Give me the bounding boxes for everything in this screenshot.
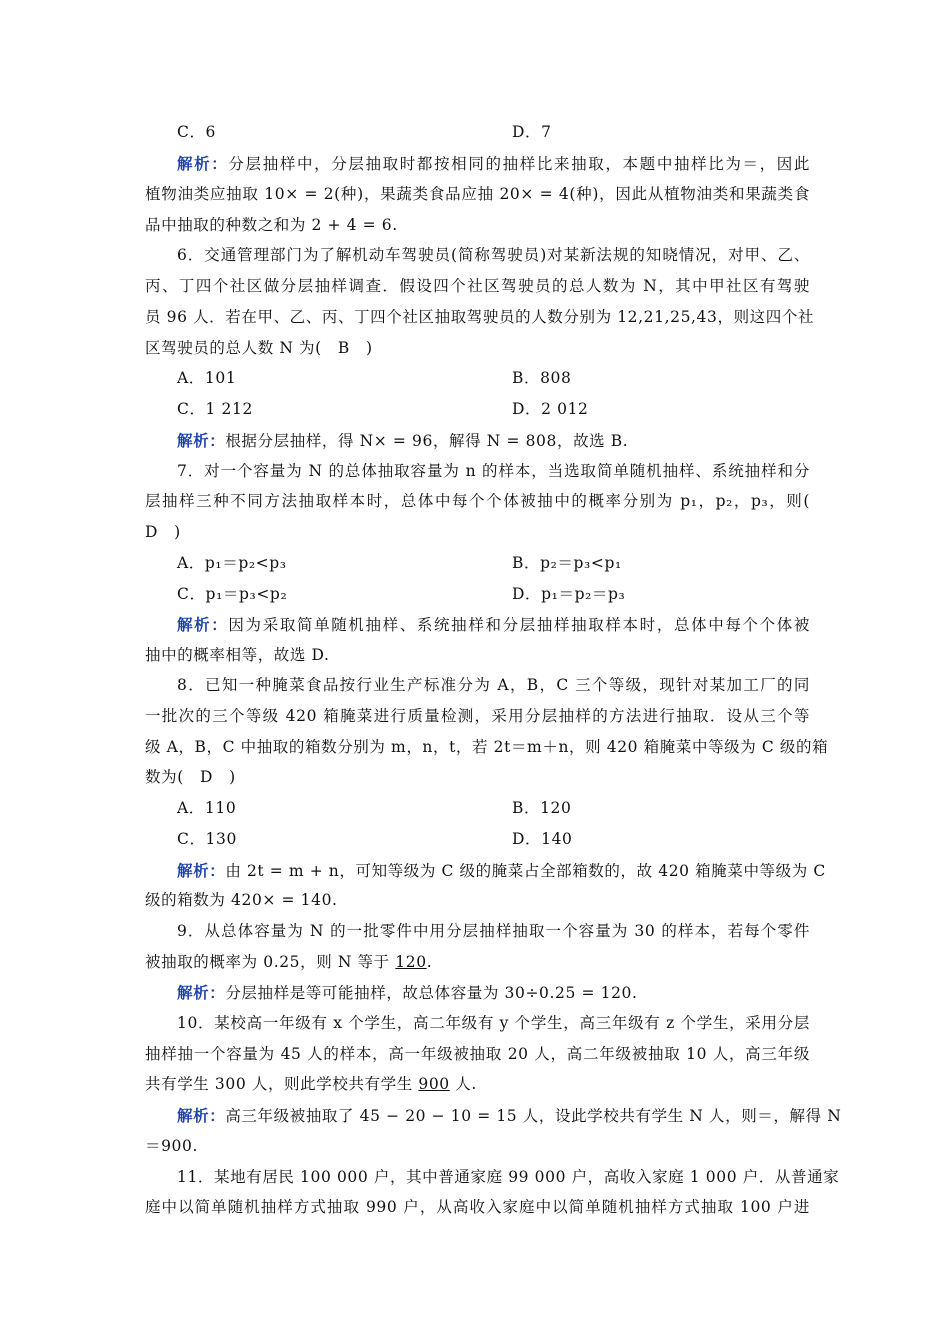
option-d: D．7	[512, 123, 552, 141]
solution-line	[177, 1100, 842, 1132]
question-9-line: 9．从总体容量为 N 的一批零件中用分层抽样抽取一个容量为 30 的样本，若每个零件	[177, 922, 810, 940]
solution-label: 解析：	[177, 154, 229, 173]
question-10-line: 10．某校高一年级有 x 个学生，高二年级有 y 个学生，高三年级有 z 个学生，采用分层	[177, 1014, 810, 1032]
solution-label: 解析：	[177, 615, 229, 634]
text-line: 共有学生 300 人，则此学校共有学生 900 人.	[145, 1075, 477, 1093]
option-b: B．120	[512, 799, 572, 817]
solution-text: 高三年级被抽取了 45 − 20 − 10 = 15 人，设此学校共有学生 N 人，则＝，解得 N	[225, 1107, 842, 1125]
text-line: ＝900.	[145, 1137, 199, 1155]
text-line: 级的箱数为 420× = 140.	[145, 891, 338, 909]
option-d: D．2 012	[512, 400, 589, 418]
option-c: C．1 212	[177, 400, 253, 418]
solution-line	[177, 425, 842, 457]
text-line: 区驾驶员的总人数 N 为( B )	[145, 339, 373, 357]
solution-label: 解析：	[177, 983, 226, 1002]
option-c: C．6	[177, 123, 217, 141]
text-line: 抽样抽一个容量为 45 人的样本，高一年级被抽取 20 人，高二年级被抽取 10 人，高三年级	[145, 1045, 810, 1063]
text-line: 被抽取的概率为 0.25，则 N 等于 120.	[145, 953, 433, 971]
text-line: 植物油类应抽取 10× = 2(种)，果蔬类食品应抽 20× = 4(种)，因此从植物油类和果蔬类食	[145, 185, 810, 203]
text-line: 抽中的概率相等，故选 D.	[145, 646, 330, 664]
text-line: 数为( D )	[145, 768, 236, 786]
solution-text: 根据分层抽样，得 N× = 96，解得 N = 808，故选 B.	[225, 432, 629, 450]
question-8-line: 8．已知一种腌菜食品按行业生产标准分为 A，B，C 三个等级，现针对某加工厂的同	[177, 676, 810, 694]
solution-line	[177, 609, 810, 641]
question-6-line: 6．交通管理部门为了解机动车驾驶员(简称驾驶员)对某新法规的知晓情况，对甲、乙、	[177, 246, 810, 264]
option-c: C．130	[177, 830, 237, 848]
option-d: D．140	[512, 830, 573, 848]
text-line: 一批次的三个等级 420 箱腌菜进行质量检测，采用分层抽样的方法进行抽取．设从三个等	[145, 707, 810, 725]
answer-blank: 120	[395, 953, 427, 971]
option-d: D．p₁＝p₂＝p₃	[512, 585, 626, 603]
text-line: 庭中以简单随机抽样方式抽取 990 户，从高收入家庭中以简单随机抽样方式抽取 100 户进	[145, 1198, 810, 1216]
solution-line	[177, 855, 826, 887]
solution-text: 分层抽样是等可能抽样，故总体容量为 30÷0.25 = 120.	[225, 984, 638, 1002]
text-line: 员 96 人．若在甲、乙、丙、丁四个社区抽取驾驶员的人数分别为 12,21,25,43，则这四个社	[145, 308, 815, 326]
answer-blank: 900	[418, 1075, 450, 1093]
solution-line	[177, 977, 842, 1009]
question-7-line: 7．对一个容量为 N 的总体抽取容量为 n 的样本，当选取简单随机抽样、系统抽样和分	[177, 462, 810, 480]
text-line: 层抽样三种不同方法抽取样本时，总体中每个个体被抽中的概率分别为 p₁，p₂，p₃，则(	[145, 492, 810, 510]
text-line: 品中抽取的种数之和为 2 + 4 = 6.	[145, 216, 398, 234]
option-b: B．808	[512, 369, 572, 387]
solution-label: 解析：	[177, 431, 226, 450]
solution-text: 分层抽样中，分层抽取时都按相同的抽样比来抽取，本题中抽样比为＝，因此	[228, 155, 810, 173]
solution-label: 解析：	[177, 861, 226, 880]
solution-text: 因为采取简单随机抽样、系统抽样和分层抽样抽取样本时，总体中每个个体被	[228, 616, 810, 634]
solution-line	[177, 148, 810, 180]
text-line: D )	[145, 523, 181, 541]
option-a: A．101	[177, 369, 237, 387]
solution-label: 解析：	[177, 1106, 226, 1125]
solution-text: 由 2t = m + n，可知等级为 C 级的腌菜占全部箱数的，故 420 箱腌菜中等级为 C	[225, 862, 826, 880]
option-a: A．110	[177, 799, 237, 817]
option-a: A．p₁＝p₂<p₃	[177, 554, 287, 572]
option-c: C．p₁＝p₃<p₂	[177, 585, 288, 603]
text-line: 级 A，B，C 中抽取的箱数分别为 m，n，t，若 2t＝m＋n，则 420 箱腌菜中等级为 C 级的箱	[145, 738, 829, 756]
option-b: B．p₂＝p₃<p₁	[512, 554, 622, 572]
question-11-line: 11．某地有居民 100 000 户，其中普通家庭 99 000 户，高收入家庭 1 000 户．从普通家	[177, 1168, 840, 1186]
text-line: 丙、丁四个社区做分层抽样调查．假设四个社区驾驶员的总人数为 N，其中甲社区有驾驶	[145, 277, 810, 295]
